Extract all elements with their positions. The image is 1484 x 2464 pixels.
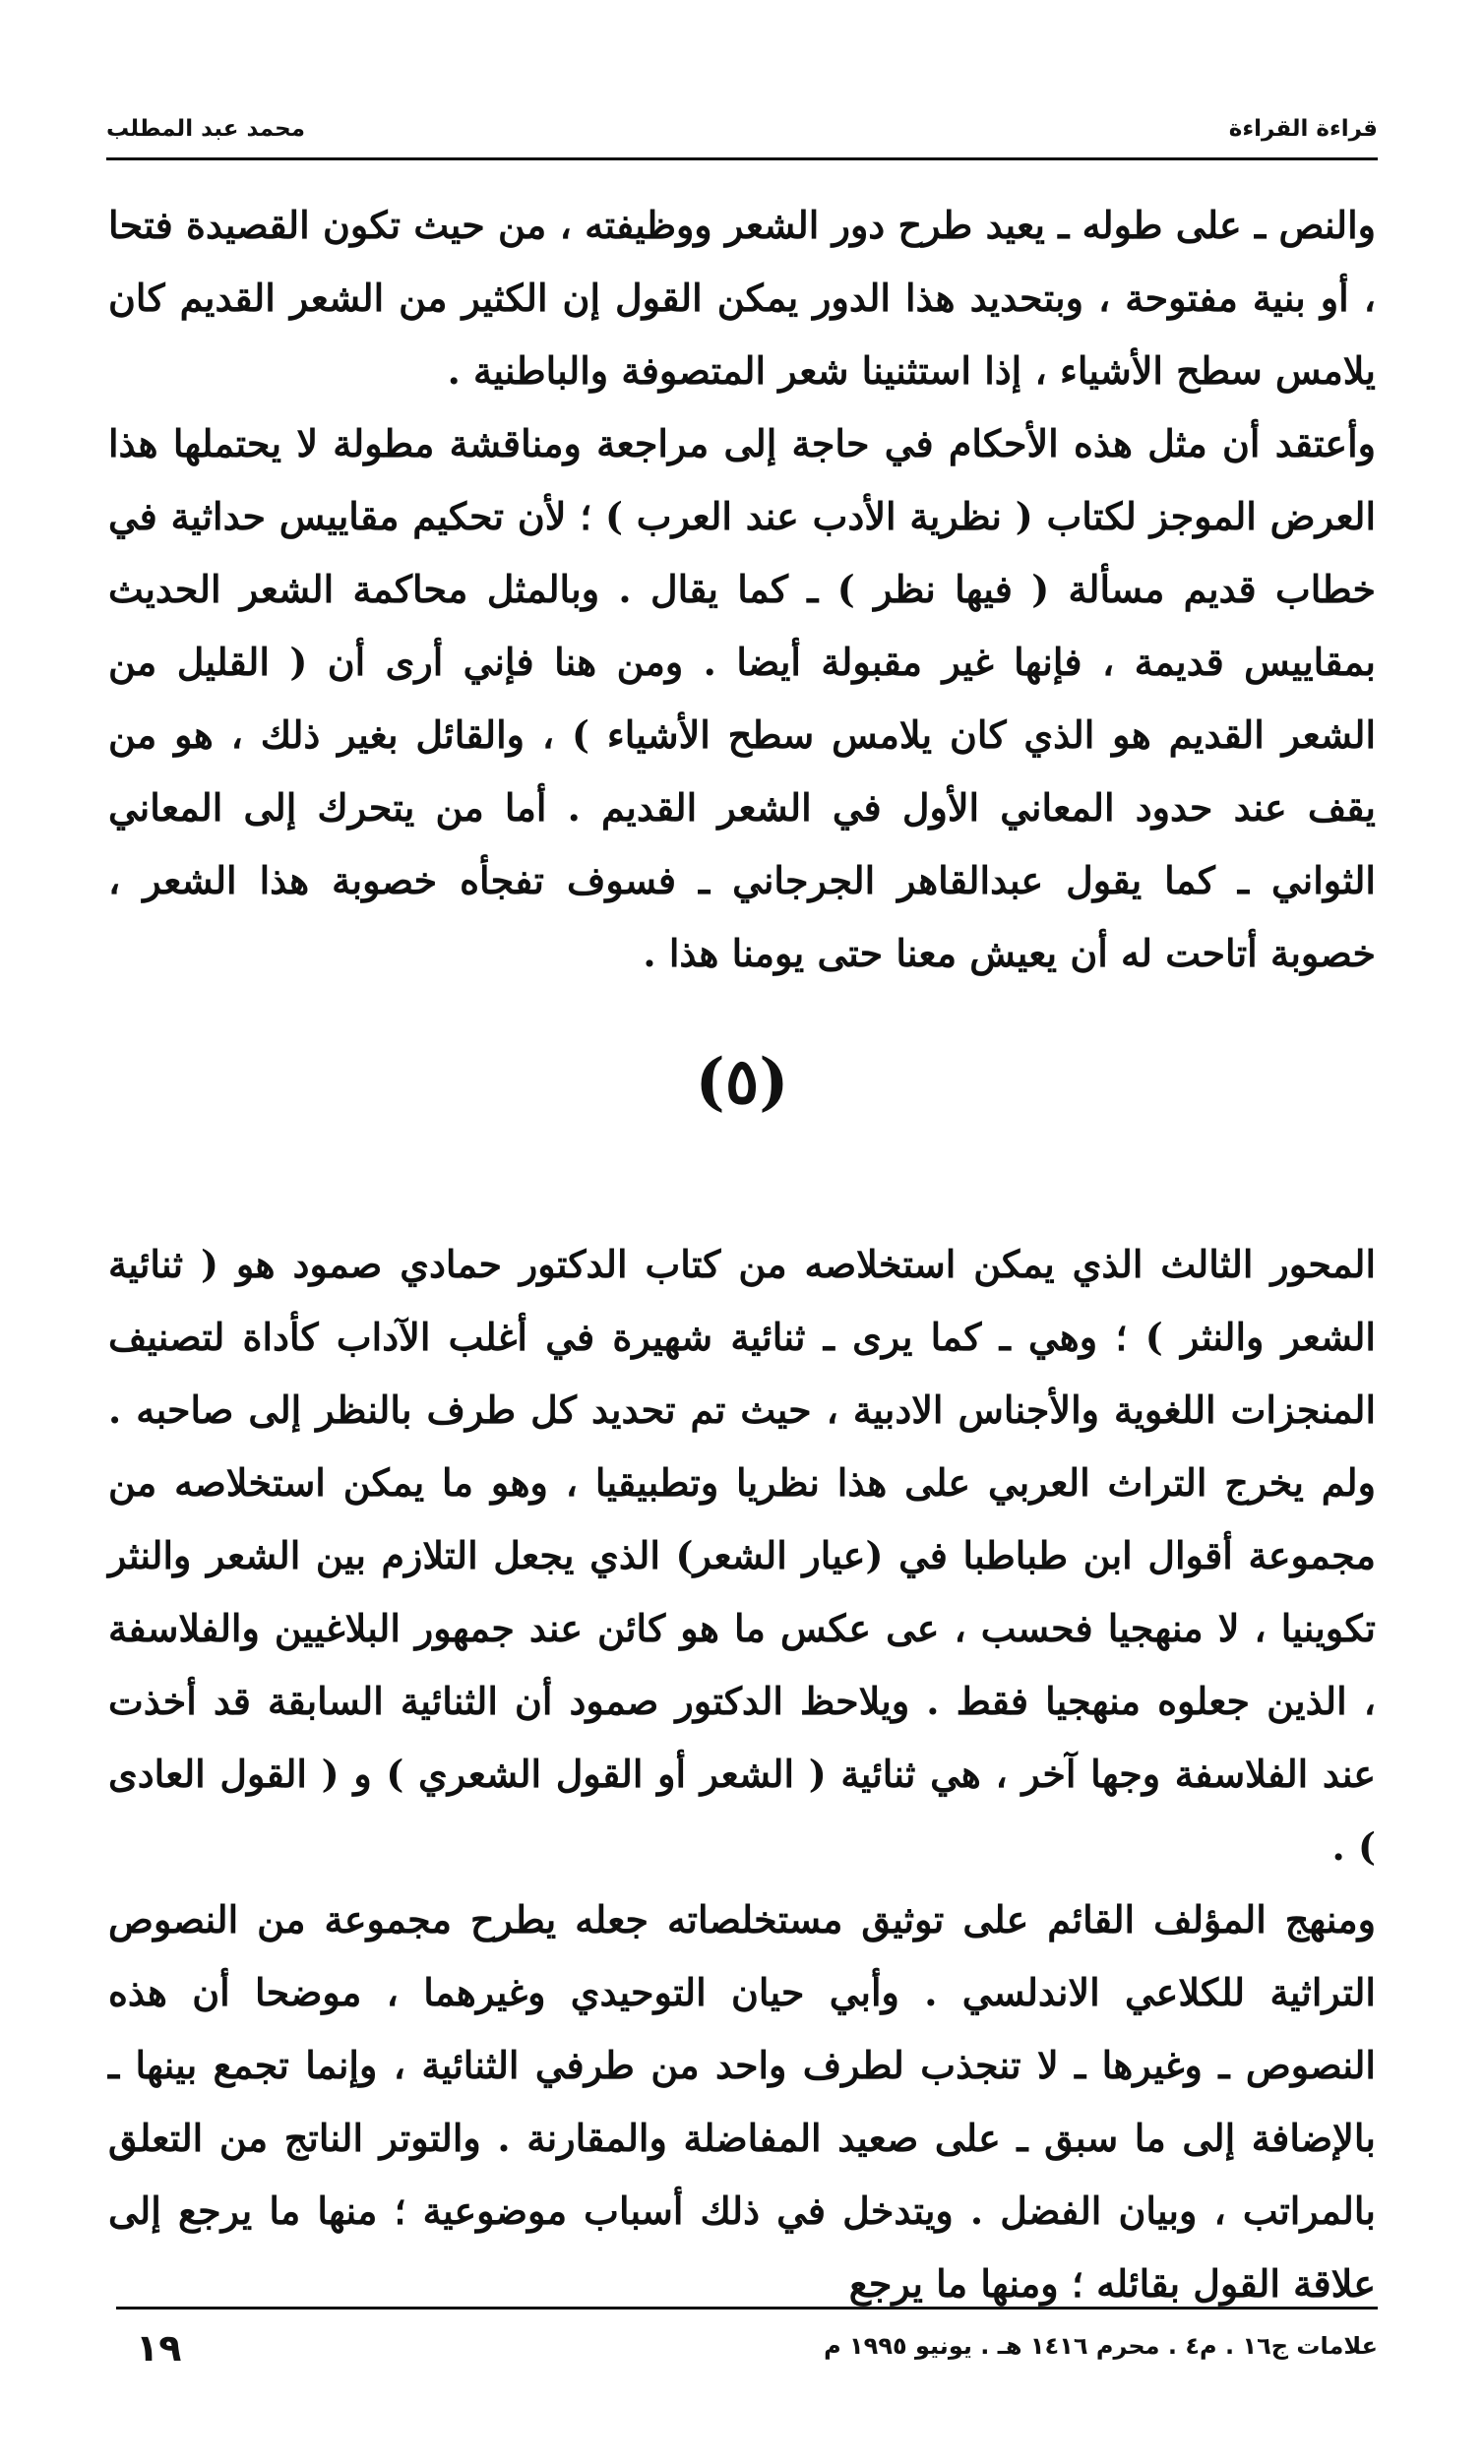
page-number: ١٩	[136, 2326, 182, 2370]
paragraph-4: ومنهج المؤلف القائم على توثيق مستخلصاته جعله يطرح مجموعة من النصوص التراثية للكلاعي الاندلسي . وأبي حيان التوحيدي وغيرهما ، موضحا أن هذه النصوص ـ وغيرها ـ لا تنجذب لطرف واحد من طرفي الثنائية ، وإنما تجمع بينها ـ بالإضافة إلى ما سبق ـ على صعيد المفاضلة والمقارنة . والتوتر الناتج من التعلق بالمراتب ، وبيان الفضل . ويتدخل في ذلك أسباب موضوعية ؛ منها ما يرجع إلى علاقة القول بقائله ؛ ومنها ما يرجع	[108, 1897, 1376, 2306]
issue-info: علامات ج١٦ . م٤ . محرم ١٤١٦ هـ . يونيو ١٩٩٥ م	[824, 2332, 1378, 2360]
body-text-bottom	[108, 1228, 1376, 2320]
page-footer	[116, 2326, 1378, 2372]
section-number: (٥)	[695, 1045, 789, 1119]
footer-rule	[116, 2307, 1378, 2310]
author-name: محمد عبد المطلب	[106, 116, 306, 142]
paragraph-3: المحور الثالث الذي يمكن استخلاصه من كتاب الدكتور حمادي صمود هو ( ثنائية الشعر والنثر ) ؛ وهي ـ كما يرى ـ ثنائية شهيرة في أغلب الآداب كأداة لتصنيف المنجزات اللغوية والأجناس الادبية ، حيث تم تحديد كل طرف بالنظر إلى صاحبه . ولم يخرج التراث العربي على هذا نظريا وتطبيقيا ، وهو ما يمكن استخلاصه من مجموعة أقوال ابن طباطبا في (عيار الشعر) الذي يجعل التلازم بين الشعر والنثر تكوينيا ، لا منهجيا فحسب ، عى عكس ما هو كائن عند جمهور البلاغيين والفلاسفة ، الذين جعلوه منهجيا فقط . ويلاحظ الدكتور صمود أن الثنائية السابقة قد أخذت عند الفلاسفة وجها آخر ، هي ثنائية ( الشعر أو القول الشعري ) و ( القول العادى ) .	[108, 1242, 1376, 1869]
journal-section-title: قراءة القراءة	[1228, 116, 1378, 142]
header-rule	[106, 157, 1378, 160]
paragraph-1: والنص ـ على طوله ـ يعيد طرح دور الشعر ووظيفته ، من حيث تكون القصيدة فتحا ، أو بنية مفتوحة ، وبتحديد هذا الدور يمكن القول إن الكثير من الشعر القديم كان يلامس سطح الأشياء ، إذا استثنينا شعر المتصوفة والباطنية .	[108, 203, 1376, 393]
body-text-top	[108, 189, 1376, 990]
paragraph-2: وأعتقد أن مثل هذه الأحكام في حاجة إلى مراجعة ومناقشة مطولة لا يحتملها هذا العرض الموجز لكتاب ( نظرية الأدب عند العرب ) ؛ لأن تحكيم مقاييس حداثية في خطاب قديم مسألة ( فيها نظر ) ـ كما يقال . وبالمثل محاكمة الشعر الحديث بمقاييس قديمة ، فإنها غير مقبولة أيضا . ومن هنا فإني أرى أن ( القليل من الشعر القديم هو الذي كان يلامس سطح الأشياء ) ، والقائل بغير ذلك ، هو من يقف عند حدود المعاني الأول في الشعر القديم . أما من يتحرك إلى المعاني الثواني ـ كما يقول عبدالقاهر الجرجاني ـ فسوف تفجأه خصوبة هذا الشعر ، خصوبة أتاحت له أن يعيش معنا حتى يومنا هذا .	[108, 421, 1376, 975]
running-header	[106, 116, 1378, 155]
